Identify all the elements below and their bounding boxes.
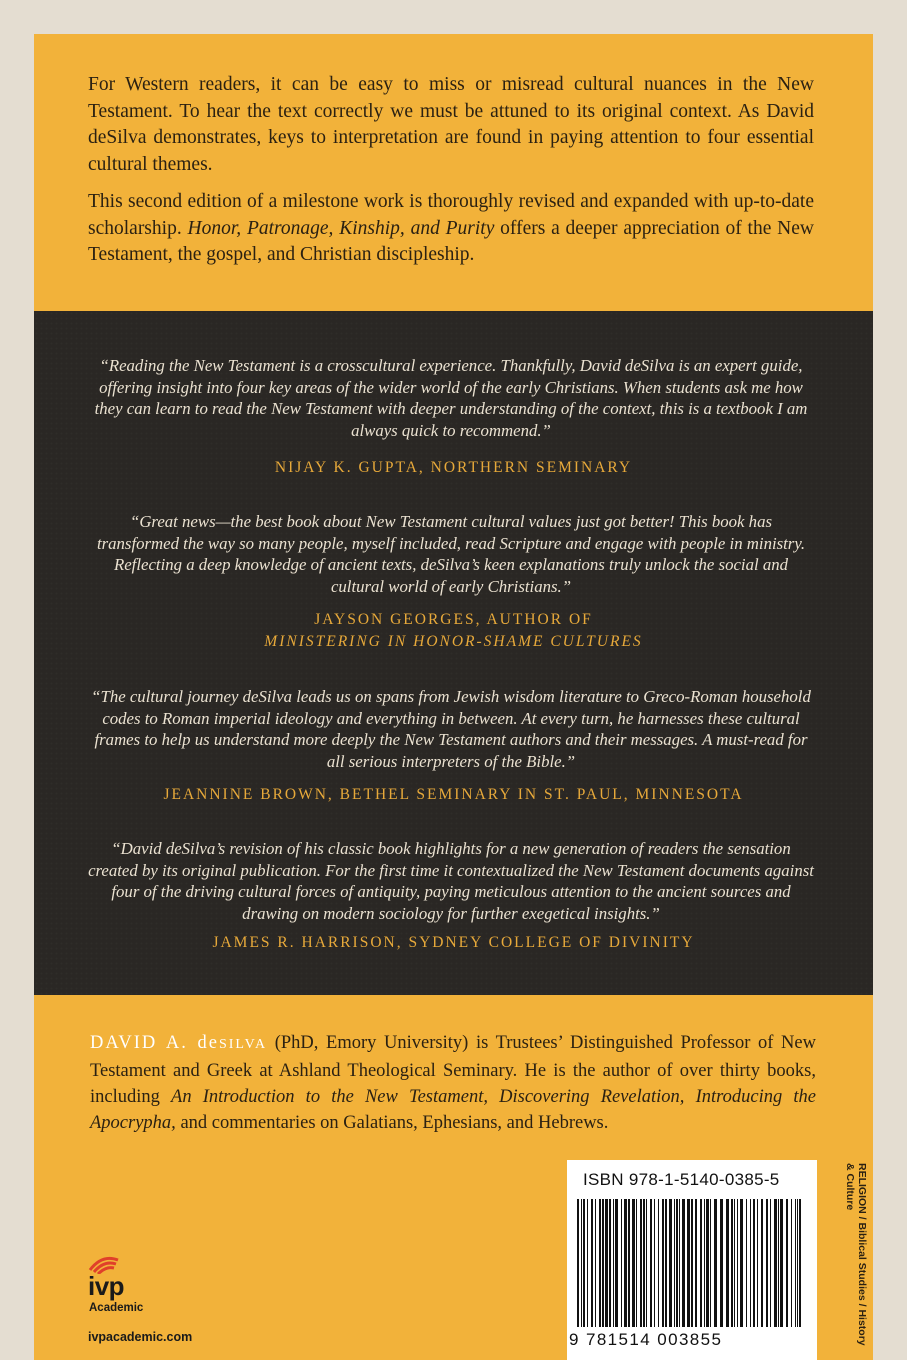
barcode-bar: [636, 1199, 637, 1327]
intro-paragraph-2: [88, 189, 814, 269]
barcode-bar: [695, 1199, 697, 1327]
barcode-bar: [662, 1199, 664, 1327]
barcode-digits: 9 781514 003855: [569, 1330, 723, 1349]
barcode-bar: [778, 1199, 779, 1327]
barcode-bar: [621, 1199, 622, 1327]
barcode-bar: [609, 1199, 611, 1327]
endorsement-attribution: JEANNINE BROWN, BETHEL SEMINARY IN ST. PAUL, MINNESOTA: [163, 786, 744, 803]
barcode-bar: [640, 1199, 642, 1327]
bio-books: An Introduction to the New Testament, Discovering Revelation, Introducing the Apocrypha,: [90, 1087, 816, 1133]
endorsement-quote: “Reading the New Testament is a crosscultural experience. Thankfully, David deSilva is an expert guide, offering insight into four key areas of the wider world of the early Christians. When students ask me how they can learn to read the New Testament with deeper understanding of the context, this is a textbook I am always quick to recommend.”: [94, 356, 808, 440]
barcode-bar: [797, 1199, 798, 1327]
barcode-bar: [770, 1199, 771, 1327]
bio-text-1: (PhD, Emory University) is Trustees’ Distinguished Professor of New Testament and Greek at Ashland Theological Seminary. He is the author of over thirty books, including: [90, 1033, 816, 1107]
endorsement-attribution: NIJAY K. GUPTA, NORTHERN SEMINARY: [274, 459, 633, 476]
barcode-bar: [766, 1199, 768, 1327]
barcode-bar: [650, 1199, 652, 1327]
endorsement-attribution-work: MINISTERING IN HONOR-SHAME CULTURES: [264, 633, 643, 650]
endorsement-quote: “Great news—the best book about New Testament cultural values just got better! This book has transformed the way so many people, myself included, read Scripture and engage with people in ministry. Reflecting a deep knowledge of ancient texts, deSilva’s keen explanations truly unlock the social and cultural world of early Christians.”: [96, 512, 806, 596]
barcode-bar: [613, 1199, 614, 1327]
barcode-bar: [599, 1199, 601, 1327]
barcode-bar: [682, 1199, 685, 1327]
intro-text: [88, 72, 814, 280]
barcode-panel: [567, 1160, 817, 1360]
barcode-bar: [654, 1199, 655, 1327]
barcode-bar: [726, 1199, 729, 1327]
barcode-bar: [720, 1199, 723, 1327]
intro-p2-start: This second edition of a milestone work is thoroughly revised and expanded with up-to-date scholarship.: [88, 191, 814, 239]
author-name-first: DAVID A. de: [90, 1033, 219, 1053]
publisher-logo: ivp: [88, 1271, 125, 1301]
author-name-last: SILVA: [218, 1037, 268, 1052]
author-bio: [90, 1030, 816, 1136]
endorsement-quote: “The cultural journey deSilva leads us on spans from Jewish wisdom literature to Greco-Roman household codes to Roman imperial ideology and everything in between. At every turn, he harnesses these cultural frames to help us understand more deeply the New Testament authors and their messages. A must-read for all serious interpreters of the Bible.”: [91, 687, 811, 771]
barcode-bar: [587, 1199, 588, 1327]
barcode-bar: [674, 1199, 675, 1327]
barcode-bar: [628, 1199, 630, 1327]
barcode-bar: [753, 1199, 755, 1327]
barcode-bar: [746, 1199, 747, 1327]
barcode-bar: [646, 1199, 647, 1327]
barcode-bar: [595, 1199, 596, 1327]
barcode-bar: [676, 1199, 678, 1327]
barcode-bar: [706, 1199, 709, 1327]
barcode-bar: [774, 1199, 777, 1327]
barcode-bar: [750, 1199, 751, 1327]
barcode-bar: [731, 1199, 733, 1327]
barcode-bar: [665, 1199, 667, 1327]
intro-paragraph-1: For Western readers, it can be easy to miss or misread cultural nuances in the New Testament. To hear the text correctly we must be attuned to its original context. As David deSilva demonstrates, keys to interpretation are found in paying attention to four essential cultural themes.: [88, 74, 814, 175]
publisher-website: ivpacademic.com: [88, 1330, 193, 1344]
barcode-bar: [632, 1199, 635, 1327]
barcode-bar: [740, 1199, 743, 1327]
barcode-bar: [761, 1199, 763, 1327]
endorsement-attribution: JAMES R. HARRISON, SYDNEY COLLEGE OF DIVINITY: [212, 934, 695, 951]
bio-text-2: and commentaries on Galatians, Ephesians, and Hebrews.: [175, 1113, 609, 1133]
barcode-bar: [734, 1199, 735, 1327]
barcode-bar: [780, 1199, 783, 1327]
isbn-label: ISBN 978-1-5140-0385-5: [583, 1170, 780, 1189]
barcode-bar: [602, 1199, 604, 1327]
barcode-bar: [704, 1199, 705, 1327]
barcode-bar: [605, 1199, 608, 1327]
author-name: [90, 1033, 267, 1053]
barcode-bar: [591, 1199, 593, 1327]
barcode-bar: [669, 1199, 672, 1327]
barcode-bar: [700, 1199, 702, 1327]
barcode-bar: [615, 1199, 618, 1327]
barcode-bar: [710, 1199, 711, 1327]
barcode-bar: [737, 1199, 738, 1327]
barcode-bar: [691, 1199, 693, 1327]
barcode-bar: [786, 1199, 788, 1327]
barcode-bar: [791, 1199, 792, 1327]
barcode-bar: [795, 1199, 796, 1327]
barcode-bar: [799, 1199, 801, 1327]
book-title: Honor, Patronage, Kinship, and Purity: [187, 217, 495, 239]
barcode-bar: [714, 1199, 717, 1327]
barcode-bar: [583, 1199, 585, 1327]
barcode-bar: [687, 1199, 690, 1327]
endorsement-quote: “David deSilva’s revision of his classic book highlights for a new generation of readers the sensation created by its original publication. For the first time it contextualized the New Testament documents against four of the driving cultural forces of antiquity, paying meticulous attention to the ancient sources and drawing on modern sociology for further exegetical insights.”: [88, 839, 814, 923]
category-label: RELIGION / Biblical Studies / History & Culture: [844, 1163, 868, 1346]
barcode-bar: [643, 1199, 645, 1327]
publisher-imprint: Academic: [89, 1302, 144, 1314]
barcode-bar: [624, 1199, 627, 1327]
barcode-bar: [658, 1199, 659, 1327]
barcode-bar: [679, 1199, 680, 1327]
endorsement-attribution: JAYSON GEORGES, AUTHOR OF: [314, 611, 593, 628]
barcode-bar: [581, 1199, 582, 1327]
barcode-bar: [577, 1199, 579, 1327]
barcode-bars: [577, 1199, 807, 1329]
intro-p2-end: offers a deeper appreciation of the New Testament, the gospel, and Christian discipleship.: [88, 217, 814, 265]
barcode-bar: [757, 1199, 758, 1327]
